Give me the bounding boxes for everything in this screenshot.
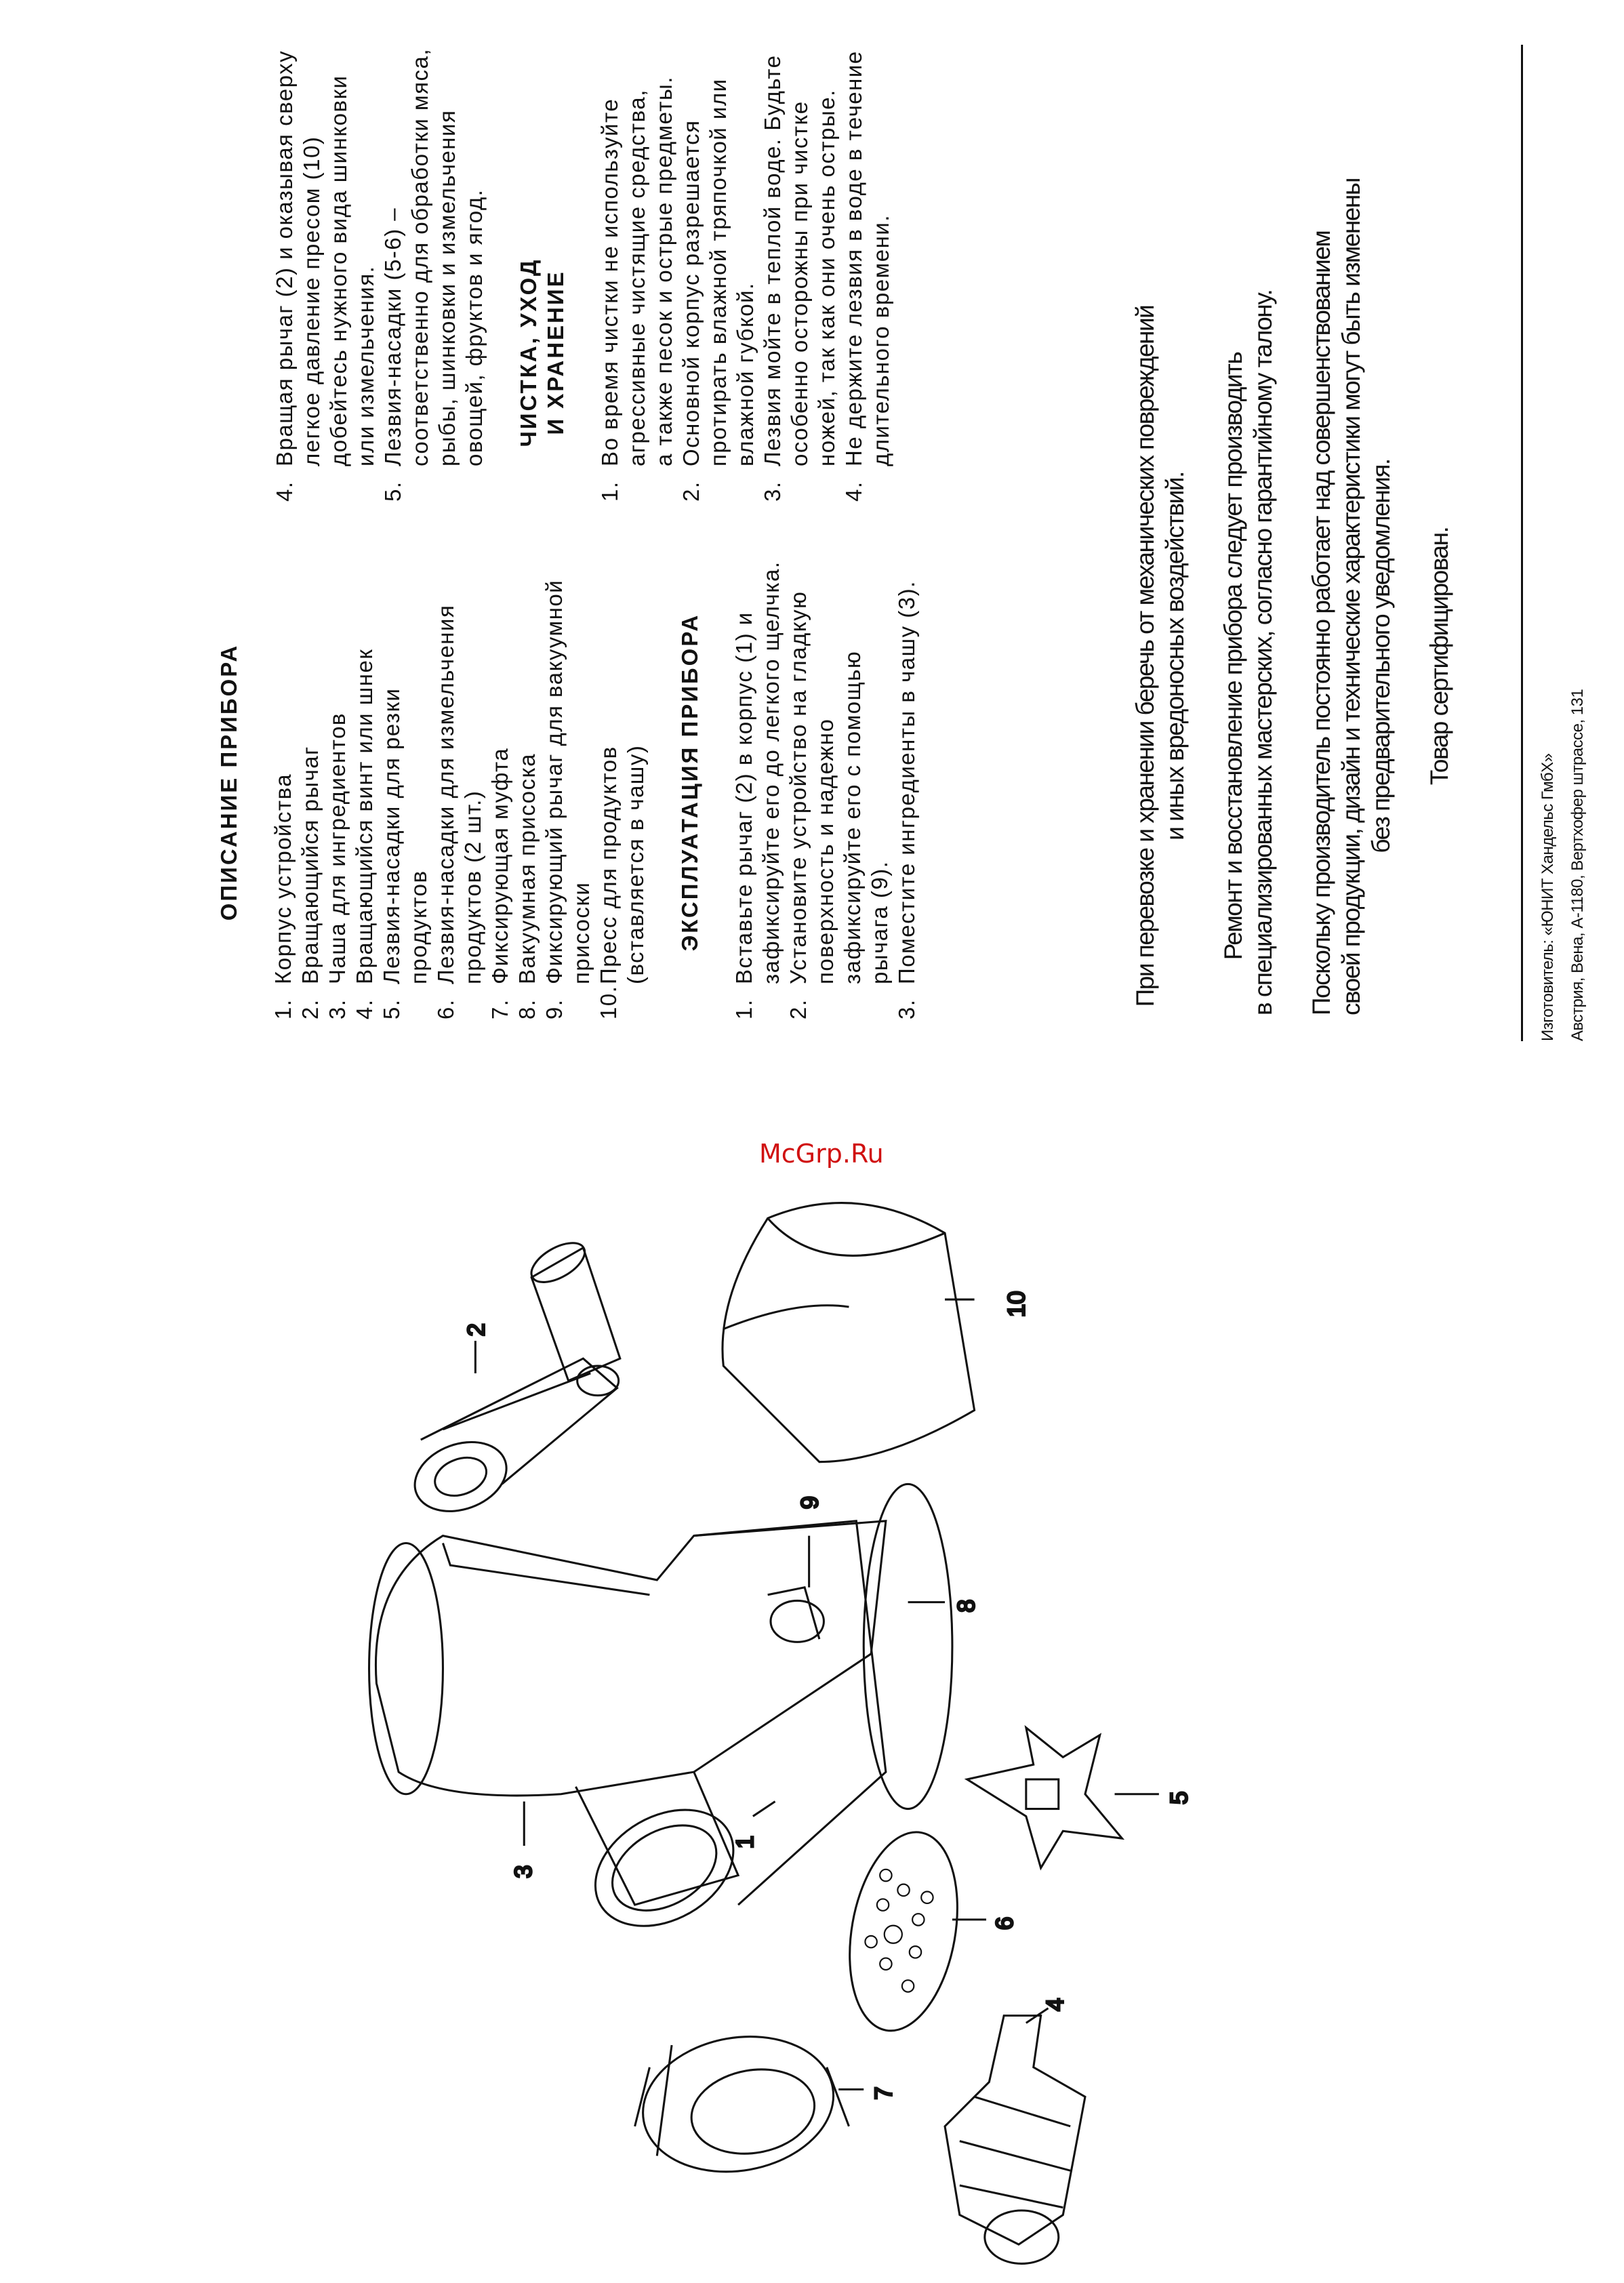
list-item-line: рычага (9). xyxy=(867,860,892,984)
list-item-line: особенно осторожны при чистке xyxy=(787,100,812,466)
label-cutting-blade: 5 xyxy=(1166,1791,1193,1805)
list-item-line: длительного времени. xyxy=(868,214,893,466)
label-screw: 4 xyxy=(1042,1998,1069,2011)
list-item-number: 1. xyxy=(270,998,296,1019)
list-item-line: легкое давление пресом (10) xyxy=(299,136,324,466)
label-coupling: 7 xyxy=(870,2086,897,2100)
transport-note-line: и иных вредоносных воздействий. xyxy=(1161,472,1189,841)
list-item-number: 10. xyxy=(596,985,621,1019)
list-item-line: присоски xyxy=(569,881,594,984)
list-item-line: или измельчения. xyxy=(353,265,378,466)
list-item-line: а также песок и острые предметы. xyxy=(651,76,676,466)
improvement-note-line: без предварительного уведомления. xyxy=(1367,459,1395,853)
list-item-text: Лезвия мойте в теплой воде. Будьте xyxy=(760,54,785,466)
manufacturer-address: Австрия, Вена, А-1180, Вертхофер штрассе, 131 xyxy=(1568,689,1587,1041)
label-grinding-disc: 6 xyxy=(992,1916,1019,1931)
list-item-text: Лезвия-насадки для измельчения xyxy=(433,604,458,984)
coupling-drawing xyxy=(632,2022,864,2186)
list-item-text: Вращающийся рычаг xyxy=(298,746,323,984)
list-item-line: овощей, фруктов и ягод. xyxy=(462,188,487,466)
list-item-number: 3. xyxy=(760,481,785,502)
list-item-text: Пресс для продуктов xyxy=(596,746,621,984)
press-drawing xyxy=(723,1203,975,1462)
repair-note-line: Ремонт и восстановление прибора следует производить xyxy=(1219,352,1247,961)
list-item-number: 9. xyxy=(542,998,567,1019)
grinding-disc-drawing xyxy=(835,1823,986,2039)
list-item-number: 1. xyxy=(597,481,622,502)
list-item-text: Вращая рычаг (2) и оказывая сверху xyxy=(272,49,297,466)
list-item-text: Лезвия-насадки (5-6) – xyxy=(380,207,405,466)
repair-note-line: в специализированных мастерских, согласно гарантийному талону. xyxy=(1249,289,1277,1015)
label-suction-cup: 8 xyxy=(953,1599,980,1613)
list-item-line: зафиксируйте его до легкого щелчка. xyxy=(758,561,784,984)
label-suction-lever: 9 xyxy=(796,1495,824,1510)
manufacturer: Изготовитель: «ЮНИТ Хандельс ГмбХ» xyxy=(1539,753,1557,1041)
list-item-text: Фиксирующий рычаг для вакуумной xyxy=(542,579,567,984)
cleaning-title-line-1: ЧИСТКА, УХОД xyxy=(516,258,541,447)
cleaning-title-line-2: И ХРАНЕНИЕ xyxy=(543,270,568,435)
list-item-number: 2. xyxy=(298,998,323,1019)
description-title: ОПИСАНИЕ ПРИБОРА xyxy=(216,643,241,921)
list-item-line: зафиксируйте его с помощью xyxy=(840,650,865,984)
list-item-line: агрессивные чистящие средства, xyxy=(624,89,649,466)
list-item-number: 4. xyxy=(272,481,297,502)
list-item-line: влажной губкой. xyxy=(733,282,758,466)
list-item-line: поверхность и надежно xyxy=(813,718,838,984)
list-item-number: 8. xyxy=(514,998,540,1019)
improvement-note-line: своей продукции, дизайн и технические характеристики могут быть изменены xyxy=(1337,178,1365,1015)
list-item-text: Основной корпус разрешается xyxy=(678,119,704,466)
list-item-line: ножей, так как они очень острые. xyxy=(814,89,839,466)
list-item-text: Чаша для ингредиентов xyxy=(325,712,350,984)
list-item-number: 5. xyxy=(379,998,404,1019)
list-item-number: 4. xyxy=(352,998,377,1019)
list-item-line: добейтесь нужного вида шинковки xyxy=(326,75,351,466)
list-item-line: продуктов xyxy=(406,870,431,984)
list-item-line: рыбы, шинковки и измельчения xyxy=(434,109,460,466)
list-item-number: 2. xyxy=(786,998,811,1019)
list-item-text: Вращающийся винт или шнек xyxy=(352,648,377,984)
lever-drawing xyxy=(405,1235,620,1523)
list-item-text: Корпус устройства xyxy=(270,773,296,984)
label-press: 10 xyxy=(1003,1291,1030,1318)
list-item-text: Фиксирующая муфта xyxy=(487,747,512,984)
list-item-number: 3. xyxy=(325,998,350,1019)
cutting-blade-drawing xyxy=(967,1728,1159,1868)
list-item-number: 2. xyxy=(678,481,704,502)
label-lever: 2 xyxy=(463,1323,490,1337)
watermark: McGrp.Ru xyxy=(759,1139,884,1169)
operation-title: ЭКСПЛУАТАЦИЯ ПРИБОРА xyxy=(677,613,702,952)
list-item-text: Не держите лезвия в воде в течение xyxy=(841,50,866,466)
list-item-line: (вставляется в чашу) xyxy=(623,744,648,984)
list-item-text: Во время чистки не используйте xyxy=(597,98,622,466)
list-item-text: Установите устройство на гладкую xyxy=(786,590,811,984)
list-item-number: 6. xyxy=(433,998,458,1019)
list-item-line: протирать влажной тряпочкой или xyxy=(706,78,731,466)
list-item-number: 1. xyxy=(731,998,756,1019)
list-item-text: Вставьте рычаг (2) в корпус (1) и xyxy=(731,611,756,984)
list-item-text: Поместите ингредиенты в чашу (3). xyxy=(894,580,919,984)
list-item-number: 7. xyxy=(487,998,512,1019)
label-bowl: 3 xyxy=(510,1865,537,1878)
list-item-text: Лезвия-насадки для резки xyxy=(379,687,404,984)
list-item-line: соответственно для обработки мяса, xyxy=(407,48,432,466)
list-item-number: 5. xyxy=(380,481,405,502)
list-item-text: Вакуумная присоска xyxy=(514,753,540,984)
certified-note: Товар сертифицирован. xyxy=(1425,527,1453,786)
list-item-number: 3. xyxy=(894,998,919,1019)
list-item-line: продуктов (2 шт.) xyxy=(460,790,485,984)
screw-drawing xyxy=(945,2008,1085,2264)
transport-note-line: При перевозке и хранении беречь от механических повреждений xyxy=(1131,305,1159,1007)
list-item-number: 4. xyxy=(841,481,866,502)
improvement-note-line: Поскольку производитель постоянно работает над совершенствованием xyxy=(1307,230,1335,1015)
label-body: 1 xyxy=(731,1835,758,1849)
